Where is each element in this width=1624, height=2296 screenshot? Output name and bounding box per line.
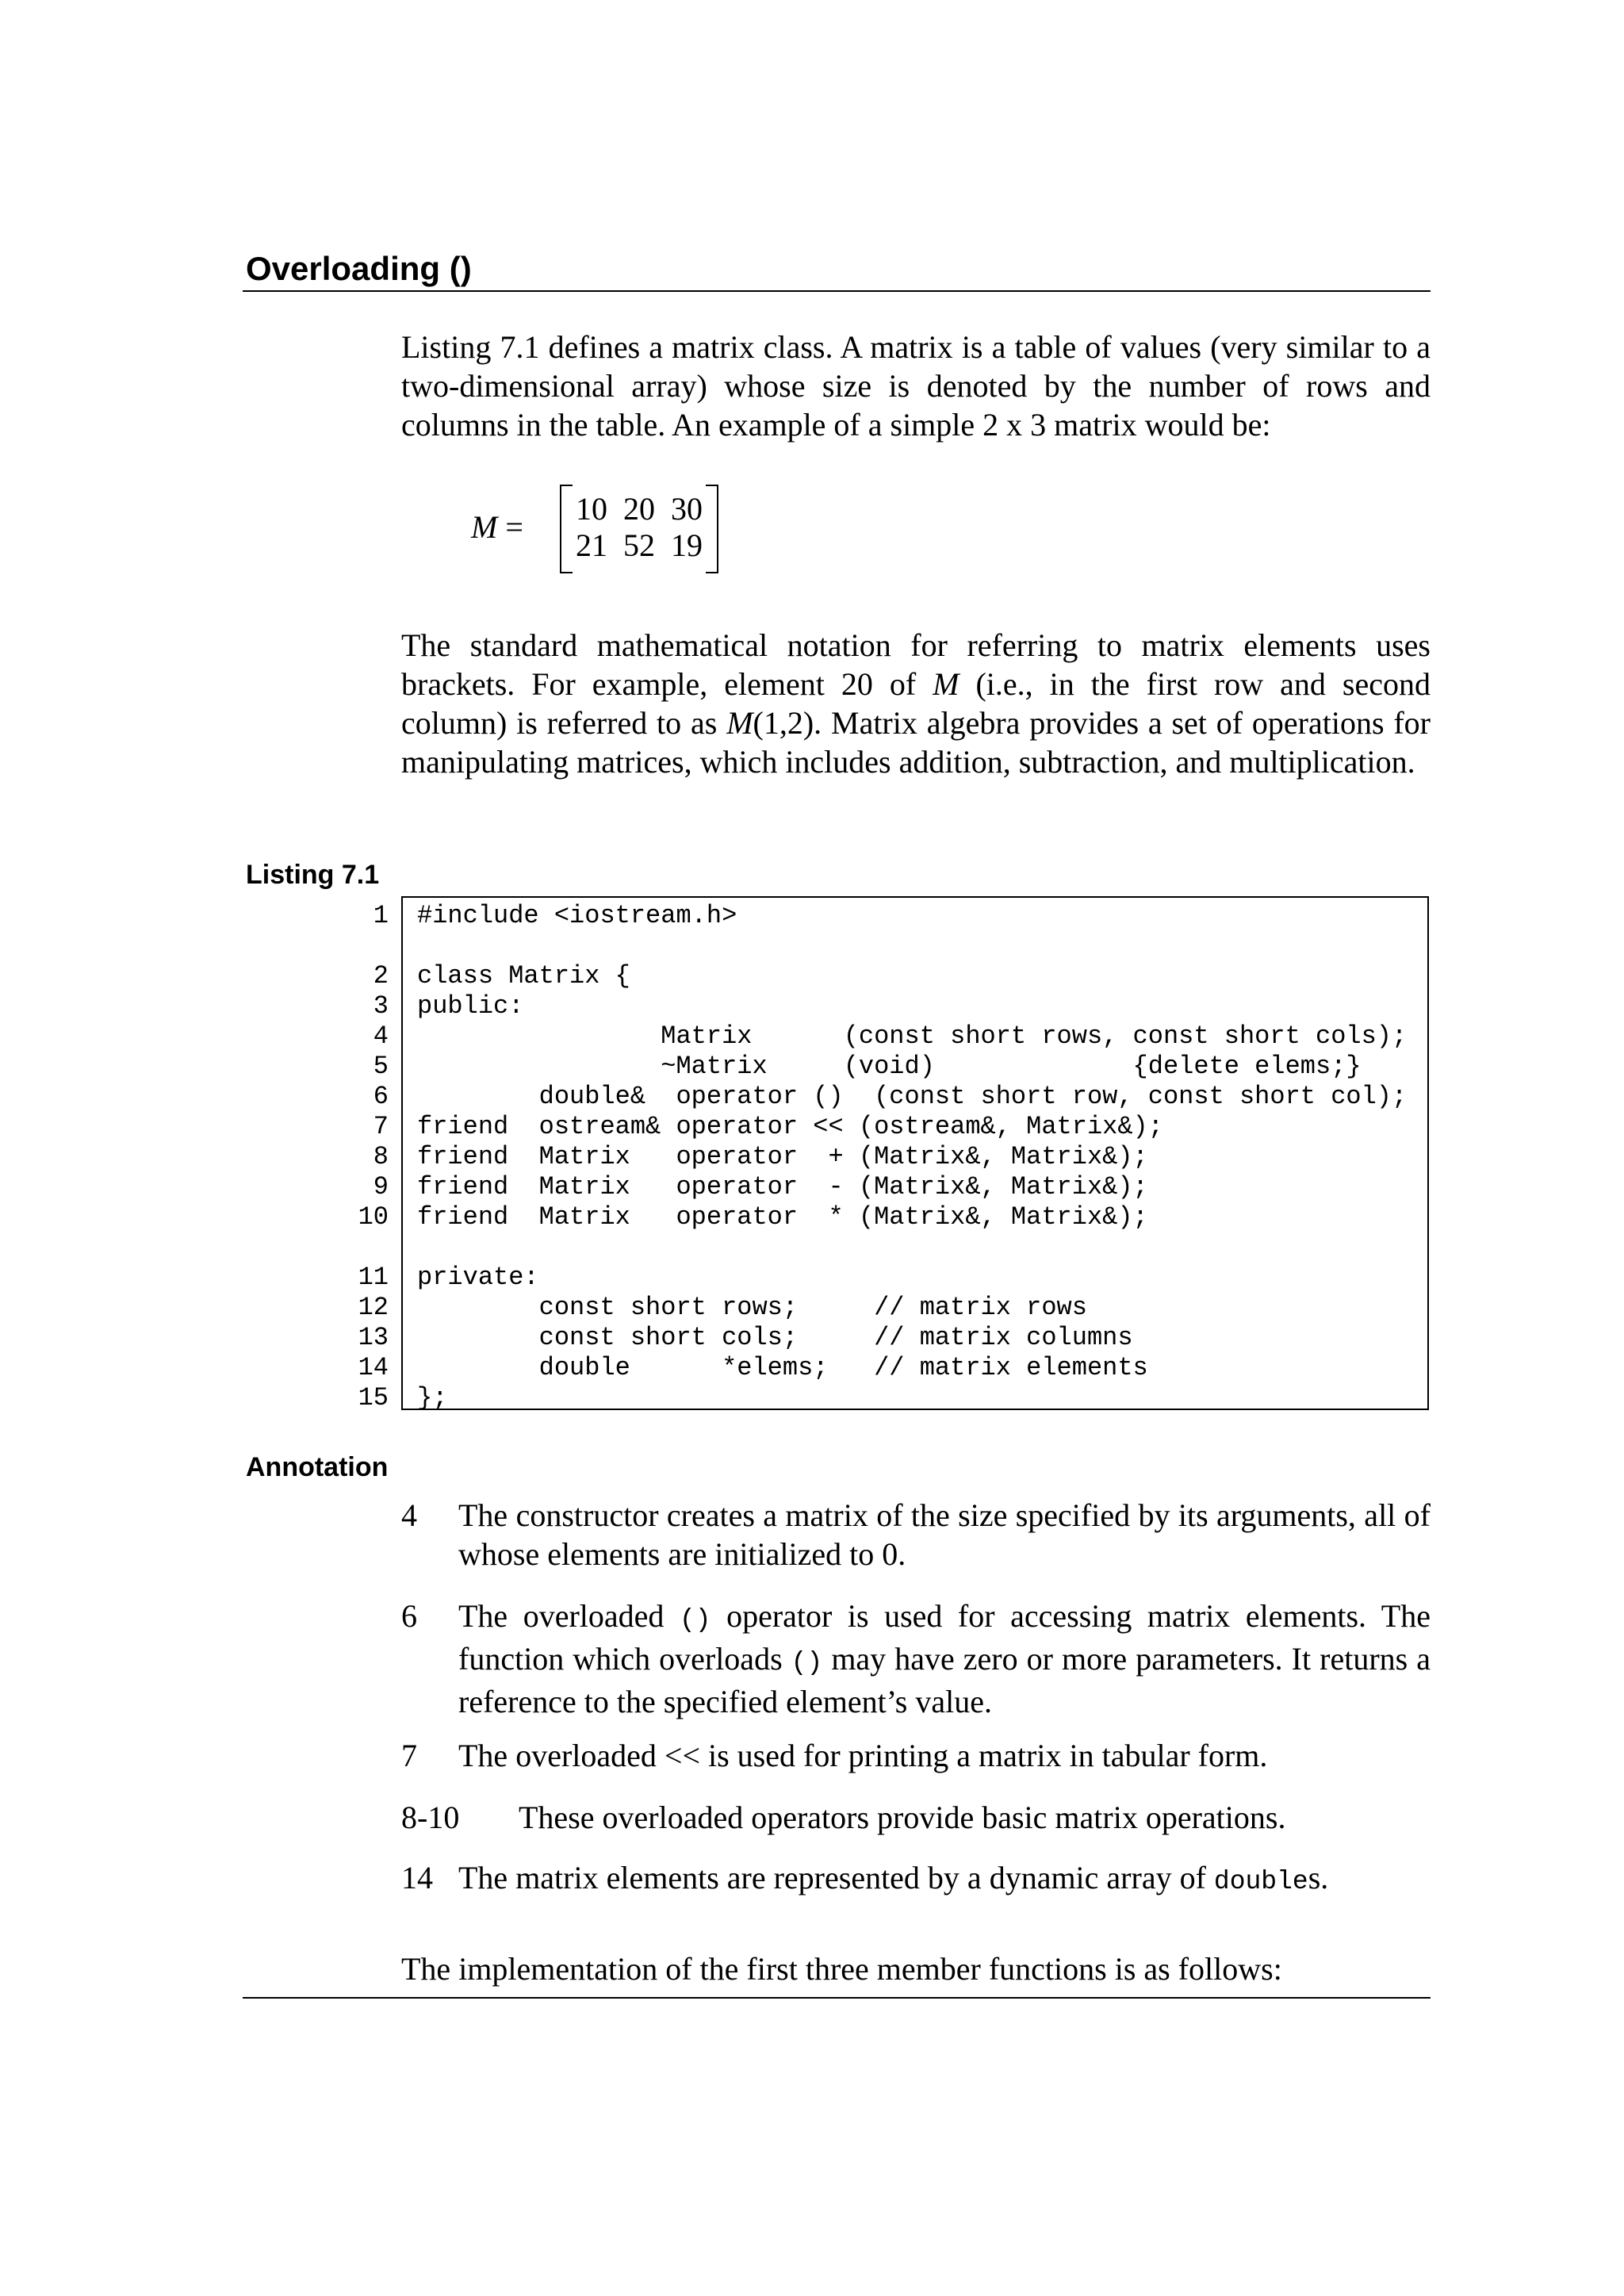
matrix-cell: 52 (623, 527, 655, 563)
annotation-text-part: s. (1308, 1860, 1329, 1895)
annotation-text (458, 1596, 1431, 1721)
line-number: 7 (373, 1112, 389, 1141)
code-line: public: (417, 991, 524, 1021)
code-line: }; (417, 1383, 448, 1412)
code-line: class Matrix { (417, 961, 630, 991)
notation-text: The standard mathematical notation for referring to matrix elements uses brackets. For example, element 20 of (401, 627, 1431, 702)
line-number: 10 (358, 1202, 389, 1232)
matrix-cell: 21 (576, 527, 607, 563)
code-line: friend Matrix operator + (Matrix&, Matrix&); (417, 1142, 1148, 1171)
code-line: #include <iostream.h> (417, 901, 737, 930)
notation-variable: M (933, 666, 959, 702)
intro-paragraph: Listing 7.1 defines a matrix class. A matrix is a table of values (very similar to a two-dimensional array) whose size is denoted by the number of rows and columns in the table. An example of a simple 2 x 3 matrix would be: (401, 329, 1431, 443)
matrix-cell: 19 (671, 527, 703, 563)
equals-sign: = (497, 509, 523, 545)
matrix-label (471, 508, 523, 546)
line-number: 13 (358, 1323, 389, 1352)
code-line: Matrix (const short rows, const short cols); (417, 1022, 1408, 1051)
annotation-line-number: 6 (401, 1598, 417, 1634)
line-number: 8 (373, 1142, 389, 1171)
section-title: Overloading () (246, 250, 472, 287)
annotation-line-number: 7 (401, 1738, 417, 1773)
line-number: 9 (373, 1172, 389, 1202)
matrix-row (568, 527, 710, 564)
annotation-text: These overloaded operators provide basic matrix operations. (519, 1800, 1286, 1835)
annotation-label: Annotation (246, 1452, 389, 1482)
line-number: 1 (373, 901, 389, 930)
annotation-text (458, 1858, 1431, 1901)
line-number: 5 (373, 1052, 389, 1081)
code-line: friend Matrix operator * (Matrix&, Matrix&); (417, 1202, 1148, 1232)
code-line: friend ostream& operator << (ostream&, Matrix&); (417, 1112, 1163, 1141)
listing-label: Listing 7.1 (246, 860, 380, 890)
code-line: friend Matrix operator - (Matrix&, Matrix&); (417, 1172, 1148, 1202)
notation-text: (1,2). Matrix algebra provides a set of operations for manipulating matrices, which includes addition, subtraction, and multiplication. (401, 705, 1431, 780)
annotation-text-part: The overloaded (458, 1598, 680, 1634)
line-number: 3 (373, 991, 389, 1021)
bottom-rule (243, 1997, 1431, 1999)
matrix-row (568, 491, 710, 527)
line-number: 15 (358, 1383, 389, 1412)
annotation-line-number: 4 (401, 1497, 417, 1533)
closing-paragraph: The implementation of the first three member functions is as follows: (401, 1951, 1282, 1987)
code-line: double& operator () (const short row, const short col); (417, 1082, 1408, 1111)
annotation-text-part: may have zero or more parameters. It returns a reference to the specified element’s value. (458, 1641, 1431, 1719)
line-number: 4 (373, 1022, 389, 1051)
inline-code: () (679, 1605, 711, 1635)
top-rule (243, 290, 1431, 292)
code-line: private: (417, 1263, 539, 1292)
notation-text: (i.e., in the first row and second column) is referred to as (401, 666, 1431, 741)
inline-code: () (791, 1648, 823, 1677)
matrix-cell: 20 (623, 491, 655, 527)
annotation-text-part: The matrix elements are represented by a dynamic array of (458, 1860, 1214, 1895)
line-number: 11 (358, 1263, 389, 1292)
line-number: 14 (358, 1353, 389, 1382)
matrix-cell: 10 (576, 491, 607, 527)
matrix-example (560, 485, 718, 572)
matrix-cell: 30 (671, 491, 703, 527)
notation-paragraph (401, 626, 1431, 781)
annotation-text-part: operator is used for accessing matrix elements. The function which overloads (458, 1598, 1431, 1677)
matrix-variable: M (471, 509, 498, 545)
line-number: 12 (358, 1293, 389, 1322)
code-line: double *elems; // matrix elements (417, 1353, 1148, 1382)
code-line: const short cols; // matrix columns (417, 1323, 1133, 1352)
code-line: ~Matrix (void) {delete elems;} (417, 1052, 1362, 1081)
notation-variable: M (726, 705, 753, 741)
annotation-text: The overloaded << is used for printing a matrix in tabular form. (458, 1738, 1268, 1773)
code-line: const short rows; // matrix rows (417, 1293, 1087, 1322)
line-number: 2 (373, 961, 389, 991)
annotation-text: The constructor creates a matrix of the size specified by its arguments, all of whose elements are initialized to 0. (458, 1497, 1431, 1572)
inline-code: double (1213, 1867, 1308, 1896)
line-number: 6 (373, 1082, 389, 1111)
annotation-line-number: 14 (401, 1860, 433, 1895)
annotation-line-number: 8-10 (401, 1800, 460, 1835)
